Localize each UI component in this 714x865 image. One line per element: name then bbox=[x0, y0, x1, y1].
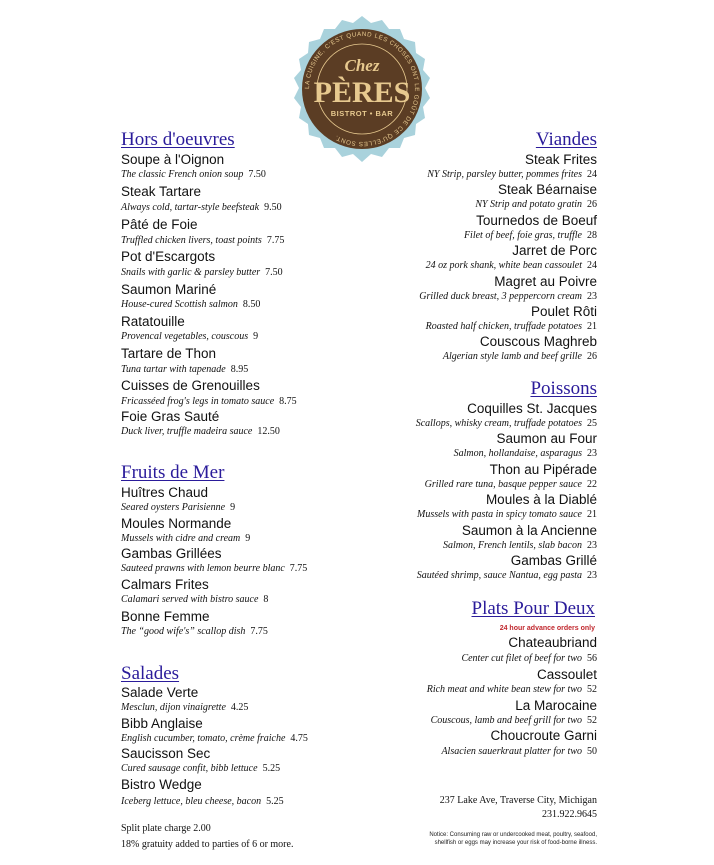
dish-desc: Salmon, French lentils, slab bacon 23 bbox=[442, 540, 597, 551]
dish-desc: Provencal vegetables, couscous 9 bbox=[121, 331, 259, 342]
dish-desc: English cucumber, tomato, crème fraiche 4.75 bbox=[121, 733, 308, 744]
dish-name: Foie Gras Sauté bbox=[121, 409, 220, 424]
dish-desc: Cured sausage confit, bibb lettuce 5.25 bbox=[121, 763, 281, 774]
dish-name: Saumon à la Ancienne bbox=[461, 523, 597, 538]
dish-desc: NY Strip, parsley butter, pommes frites 24 bbox=[427, 169, 597, 180]
dish-desc: Fricasséed frog's legs in tomato sauce 8.75 bbox=[121, 396, 297, 407]
dish-desc: Alsacien sauerkraut platter for two 50 bbox=[441, 746, 597, 757]
dish-desc: The classic French onion soup 7.50 bbox=[121, 169, 266, 180]
dish-name: Choucroute Garni bbox=[490, 728, 597, 743]
dish-name: Huîtres Chaud bbox=[121, 485, 209, 500]
dish-desc: 24 oz pork shank, white bean cassoulet 24 bbox=[425, 260, 597, 271]
gratuity-note: 18% gratuity added to parties of 6 or more. bbox=[121, 839, 294, 850]
dish-desc: Couscous, lamb and beef grill for two 52 bbox=[430, 715, 597, 726]
dish-name: Bibb Anglaise bbox=[121, 716, 203, 731]
split-plate-charge: Split plate charge 2.00 bbox=[121, 823, 211, 834]
dish-name: Chateaubriand bbox=[508, 635, 597, 650]
dish-name: Cuisses de Grenouilles bbox=[121, 378, 260, 393]
dish-name: Magret au Poivre bbox=[494, 274, 597, 289]
section-title-hors-doeuvres: Hors d'oeuvres bbox=[121, 129, 235, 150]
dish-desc: Always cold, tartar-style beefsteak 9.50 bbox=[121, 202, 282, 213]
dish-desc: Filet of beef, foie gras, truffle 28 bbox=[463, 230, 597, 241]
dish-name: Bistro Wedge bbox=[121, 777, 202, 792]
dish-desc: Rich meat and white bean stew for two 52 bbox=[426, 684, 597, 695]
dish-desc: Algerian style lamb and beef grille 26 bbox=[442, 351, 597, 362]
dish-name: Poulet Rôti bbox=[530, 304, 597, 319]
logo-tagline: BISTROT • BAR bbox=[330, 109, 394, 118]
dish-desc: Truffled chicken livers, toast points 7.75 bbox=[121, 235, 285, 246]
notice-line-1: Notice: Consuming raw or undercooked meat, poultry, seafood, bbox=[429, 832, 597, 838]
dish-desc: House-cured Scottish salmon 8.50 bbox=[121, 299, 261, 310]
dish-name: Saumon au Four bbox=[496, 431, 597, 446]
dish-name: Ratatouille bbox=[121, 314, 185, 329]
dish-name: Tartare de Thon bbox=[121, 346, 217, 361]
dish-name: Saucisson Sec bbox=[121, 746, 211, 761]
logo-ring-text: LA CUISINE, C'EST QUAND LES CHOSES ONT LE GOÛT DE CE QU'ELLES SONT. bbox=[303, 30, 421, 148]
chez-peres-logo bbox=[288, 14, 436, 164]
dish-desc: Tuna tartar with tapenade 8.95 bbox=[121, 364, 249, 375]
dish-name: Steak Béarnaise bbox=[497, 182, 597, 197]
dish-name: Soupe à l'Oignon bbox=[121, 152, 225, 167]
dish-name: Saumon Mariné bbox=[121, 282, 217, 297]
advance-order-note: 24 hour advance orders only bbox=[499, 625, 595, 632]
dish-name: Tournedos de Boeuf bbox=[476, 213, 597, 228]
dish-name: Thon au Pipérade bbox=[489, 462, 597, 477]
restaurant-phone: 231.922.9645 bbox=[542, 809, 597, 820]
dish-desc: Seared oysters Parisienne 9 bbox=[121, 502, 236, 513]
dish-name: Coquilles St. Jacques bbox=[467, 401, 597, 416]
dish-name: Gambas Grillé bbox=[510, 553, 597, 568]
dish-desc: Duck liver, truffle madeira sauce 12.50 bbox=[121, 426, 280, 437]
dish-name: Salade Verte bbox=[121, 685, 199, 700]
food-safety-notice bbox=[429, 831, 597, 847]
dish-desc: Mussels with pasta in spicy tomato sauce 21 bbox=[417, 509, 597, 520]
dish-name: Calmars Frites bbox=[121, 577, 209, 592]
dish-name: Steak Frites bbox=[524, 152, 597, 167]
section-title-poissons: Poissons bbox=[530, 378, 597, 399]
section-title-plats-pour-deux: Plats Pour Deux bbox=[471, 598, 595, 619]
dish-desc: Salmon, hollandaise, asparagus 23 bbox=[453, 448, 597, 459]
dish-name: Cassoulet bbox=[536, 667, 597, 682]
dish-name: Bonne Femme bbox=[121, 609, 210, 624]
dish-name: Moules Normande bbox=[121, 516, 232, 531]
dish-desc: Roasted half chicken, truffade potatoes 21 bbox=[425, 321, 597, 332]
logo-name: PÈRES bbox=[313, 76, 411, 109]
dish-name: Pot d'Escargots bbox=[121, 249, 216, 264]
dish-name: Jarret de Porc bbox=[512, 243, 597, 258]
dish-name: Gambas Grillées bbox=[121, 546, 222, 561]
dish-desc: NY Strip and potato gratin 26 bbox=[475, 199, 597, 210]
dish-desc: Mussels with cidre and cream 9 bbox=[121, 533, 251, 544]
dish-name: La Marocaine bbox=[515, 698, 597, 713]
dish-desc: Grilled duck breast, 3 peppercorn cream 23 bbox=[419, 291, 597, 302]
dish-name: Moules à la Diablé bbox=[485, 492, 597, 507]
dish-desc: Grilled rare tuna, basque pepper sauce 22 bbox=[424, 479, 597, 490]
dish-desc: Center cut filet of beef for two 56 bbox=[461, 653, 597, 664]
section-title-fruits-de-mer: Fruits de Mer bbox=[121, 462, 225, 483]
dish-desc: Sautéed shrimp, sauce Nantua, egg pasta 23 bbox=[416, 570, 597, 581]
dish-desc: Sauteed prawns with lemon beurre blanc 7.75 bbox=[121, 563, 308, 574]
dish-desc: Iceberg lettuce, bleu cheese, bacon 5.25 bbox=[121, 796, 284, 807]
section-title-salades: Salades bbox=[121, 663, 180, 684]
dish-desc: Calamari served with bistro sauce 8 bbox=[121, 594, 269, 605]
dish-desc: Snails with garlic & parsley butter 7.50 bbox=[121, 267, 283, 278]
dish-desc: The “good wife's” scallop dish 7.75 bbox=[121, 626, 268, 637]
restaurant-address: 237 Lake Ave, Traverse City, Michigan bbox=[439, 795, 597, 806]
dish-name: Steak Tartare bbox=[121, 184, 202, 199]
logo-script: Chez bbox=[344, 56, 380, 75]
dish-desc: Mesclun, dijon vinaigrette 4.25 bbox=[121, 702, 249, 713]
notice-line-2: shellfish or eggs may increase your risk of food-borne illness. bbox=[434, 840, 597, 846]
dish-name: Couscous Maghreb bbox=[479, 334, 597, 349]
section-title-viandes: Viandes bbox=[535, 129, 597, 150]
dish-desc: Scallops, whisky cream, truffade potatoes 25 bbox=[415, 418, 597, 429]
dish-name: Pâté de Foie bbox=[121, 217, 198, 232]
